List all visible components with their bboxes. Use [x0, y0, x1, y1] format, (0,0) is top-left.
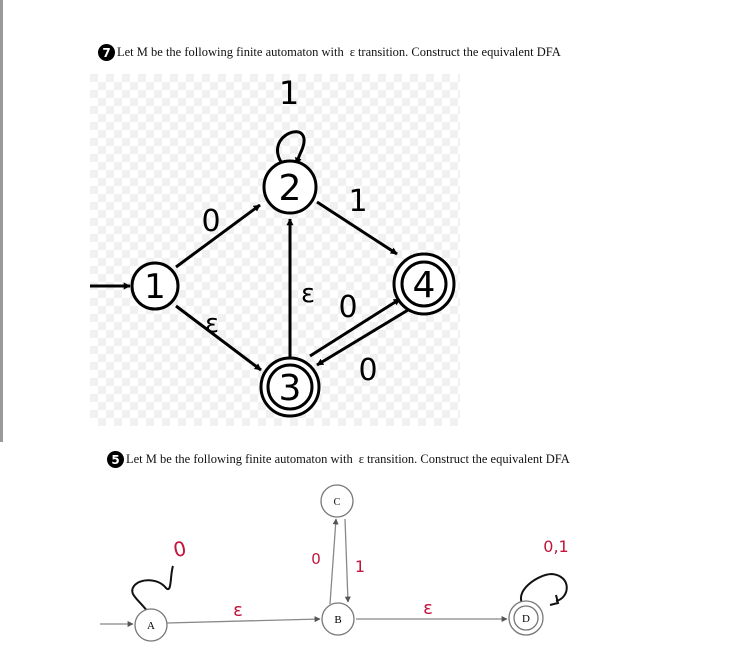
- question-text-after: transition. Construct the equivalent DFA: [357, 45, 561, 59]
- automaton-diagram-1: [90, 74, 460, 426]
- state-4: [394, 254, 454, 314]
- question-text-before: Let M be the following finite automaton with: [126, 452, 353, 466]
- label-edge-4-3: 0: [358, 353, 378, 388]
- state-1-label: 1: [144, 267, 166, 307]
- epsilon-symbol: ε: [358, 452, 364, 466]
- label-edge-B-D: ε: [423, 598, 433, 619]
- edge-B-C: [330, 519, 336, 604]
- state-A: [135, 609, 167, 641]
- left-margin-bar: [0, 0, 3, 442]
- state-3-label: 3: [278, 368, 302, 409]
- state-3: [261, 358, 319, 416]
- label-loop-D: 0,1: [543, 537, 569, 556]
- label-self-loop-2: 1: [278, 74, 300, 112]
- state-D-label: D: [522, 613, 530, 625]
- label-edge-3-4: 0: [338, 290, 358, 325]
- label-edge-A-B: ε: [233, 600, 243, 621]
- state-A-label: A: [147, 620, 155, 632]
- label-edge-C-B: 1: [354, 557, 366, 576]
- edge-A-B: [167, 619, 320, 623]
- state-1: [132, 263, 178, 309]
- question-number-badge: 5: [107, 451, 124, 468]
- self-loop-A: [132, 566, 173, 612]
- state-C-label: C: [333, 497, 341, 508]
- label-edge-2-4: 1: [348, 184, 368, 219]
- label-edge-3-2: ε: [300, 279, 316, 309]
- self-loop-D-arrowhead: [550, 595, 558, 605]
- state-D: [509, 601, 543, 635]
- state-B-label: B: [334, 614, 342, 626]
- question-7-heading: [98, 44, 561, 61]
- label-edge-1-2: 0: [201, 204, 221, 239]
- question-5-heading: [107, 451, 570, 468]
- label-edge-B-C: 0: [311, 550, 321, 568]
- automaton-diagram-2: [90, 474, 570, 664]
- edge-C-B: [345, 519, 348, 602]
- state-2-label: 2: [278, 168, 302, 209]
- question-text-after: transition. Construct the equivalent DFA: [366, 452, 570, 466]
- label-edge-1-3: ε: [204, 309, 220, 339]
- label-loop-A: 0: [171, 535, 189, 563]
- question-number-badge: 7: [98, 44, 115, 61]
- state-C: [321, 485, 353, 517]
- question-text-before: Let M be the following finite automaton with: [117, 45, 344, 59]
- state-4-label: 4: [412, 265, 436, 306]
- epsilon-symbol: ε: [349, 45, 355, 59]
- state-2: [264, 161, 316, 213]
- state-B: [322, 603, 354, 635]
